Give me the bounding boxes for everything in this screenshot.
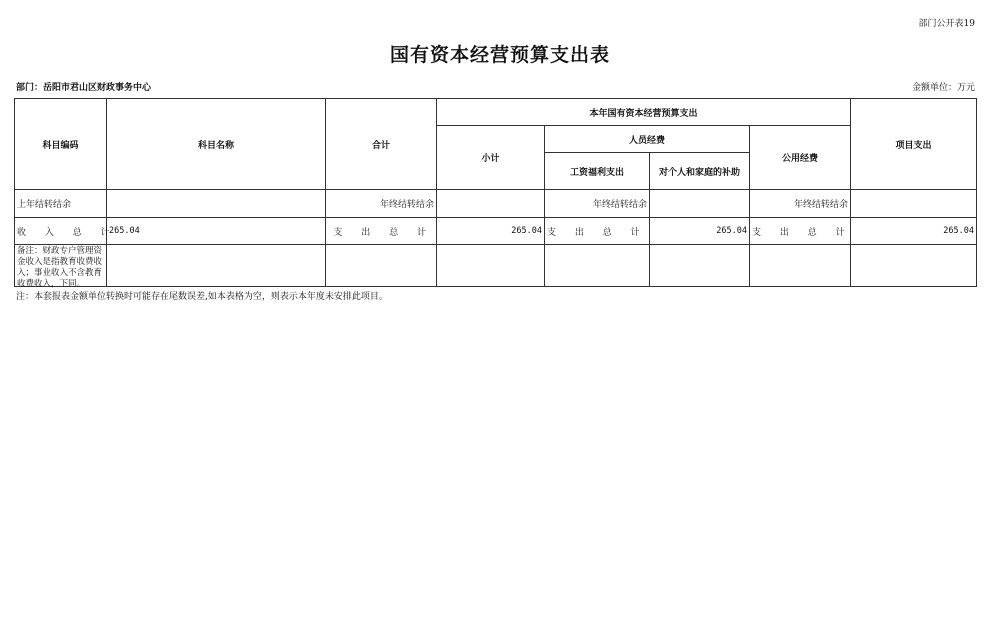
carryover-label: 上年结转结余 bbox=[15, 190, 107, 218]
cell-empty bbox=[650, 245, 750, 287]
cell-empty bbox=[750, 245, 851, 287]
footer-note: 注：本套报表金额单位转换时可能存在尾数误差,如本表格为空，则表示本年度未安排此项目。 bbox=[16, 292, 388, 302]
table-row-carryover bbox=[15, 190, 977, 218]
cell-empty bbox=[107, 245, 326, 287]
header-current-year-group: 本年国有资本经营预算支出 bbox=[437, 99, 851, 126]
amount-unit-label: 金额单位：万元 bbox=[911, 83, 975, 93]
department-label: 部门：岳阳市君山区财政事务中心 bbox=[16, 83, 152, 93]
cell-empty bbox=[437, 245, 545, 287]
cell-empty bbox=[851, 190, 977, 218]
cell-empty bbox=[326, 245, 437, 287]
header-subject-code: 科目编码 bbox=[15, 99, 107, 190]
income-total-label: 收 入 总 计 bbox=[15, 218, 107, 245]
header-row-1 bbox=[15, 99, 977, 126]
carryover-wages: 年终结转结余 bbox=[545, 190, 650, 218]
subsidy-value: 265.04 bbox=[650, 218, 750, 245]
income-total-value: 265.04 bbox=[107, 218, 326, 245]
header-total: 合计 bbox=[326, 99, 437, 190]
header-subtotal: 小计 bbox=[437, 126, 545, 190]
header-household-subsidy: 对个人和家庭的补助 bbox=[650, 153, 750, 190]
budget-table bbox=[14, 98, 977, 287]
expense-total-label: 支 出 总 计 bbox=[326, 218, 437, 245]
table-row-remark bbox=[15, 245, 977, 287]
cell-empty bbox=[437, 190, 545, 218]
table-row-grand-total bbox=[15, 218, 977, 245]
cell-empty bbox=[650, 190, 750, 218]
subtotal-value: 265.04 bbox=[437, 218, 545, 245]
header-project-expense: 项目支出 bbox=[851, 99, 977, 190]
header-wages-welfare: 工资福利支出 bbox=[545, 153, 650, 190]
header-personnel-group: 人员经费 bbox=[545, 126, 750, 153]
cell-empty bbox=[545, 245, 650, 287]
header-subject-name: 科目名称 bbox=[107, 99, 326, 190]
header-public-expense: 公用经费 bbox=[750, 126, 851, 190]
remark-cell bbox=[15, 245, 107, 287]
carryover-public: 年终结转结余 bbox=[750, 190, 851, 218]
cell-empty bbox=[107, 190, 326, 218]
project-value: 265.04 bbox=[851, 218, 977, 245]
carryover-total: 年终结转结余 bbox=[326, 190, 437, 218]
page-title: 国有资本经营预算支出表 bbox=[389, 44, 610, 66]
expense-total-label: 支 出 总 计 bbox=[545, 218, 650, 245]
remark-text: 备注：财政专户管理资金收入是指教育收费收入；事业收入不含教育收费收入，下同。 bbox=[17, 246, 103, 289]
cell-empty bbox=[851, 245, 977, 287]
table-number: 部门公开表19 bbox=[918, 19, 975, 29]
expense-total-label: 支 出 总 计 bbox=[750, 218, 851, 245]
